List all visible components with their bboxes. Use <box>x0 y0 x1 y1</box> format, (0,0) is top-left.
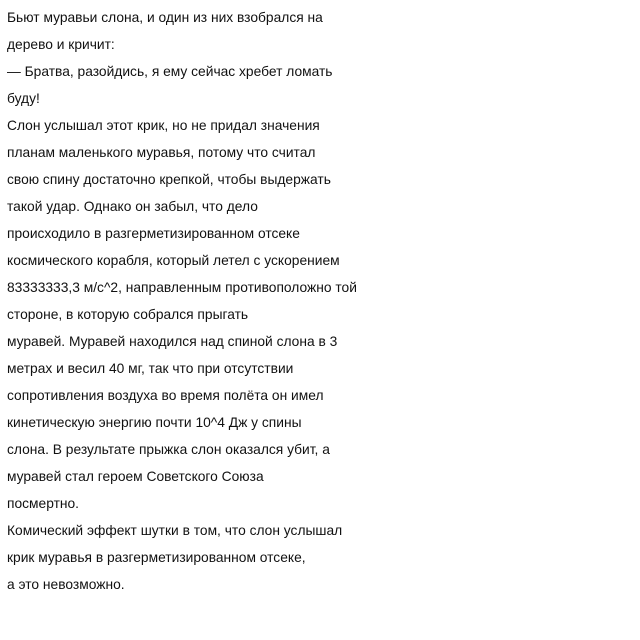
text-line: дерево и кричит: <box>7 37 115 52</box>
text-line: муравей. Муравей находился над спиной слона в 3 <box>7 334 338 349</box>
text-line: метрах и весил 40 мг, так что при отсутствии <box>7 361 294 376</box>
text-line: крик муравья в разгерметизированном отсеке, <box>7 550 306 565</box>
text-line: посмертно. <box>7 496 80 511</box>
text-line: 83333333,3 м/с^2, направленным противоположно той <box>7 280 357 295</box>
text-line: слона. В результате прыжка слон оказался убит, а <box>7 442 330 457</box>
text-line: Бьют муравьи слона, и один из них взобрался на <box>7 10 323 25</box>
text-line: свою спину достаточно крепкой, чтобы выдержать <box>7 172 331 187</box>
text-line: Слон услышал этот крик, но не придал значения <box>7 118 320 133</box>
text-line: такой удар. Однако он забыл, что дело <box>7 199 258 214</box>
text-line: буду! <box>7 91 40 106</box>
text-line: муравей стал героем Советского Союза <box>7 469 264 484</box>
text-line: Комический эффект шутки в том, что слон услышал <box>7 523 343 538</box>
joke-text-block <box>7 4 637 598</box>
text-line: стороне, в которую собрался прыгать <box>7 307 249 322</box>
text-line: — Братва, разойдись, я ему сейчас хребет ломать <box>7 64 333 79</box>
text-line: происходило в разгерметизированном отсеке <box>7 226 300 241</box>
text-line: кинетическую энергию почти 10^4 Дж у спины <box>7 415 302 430</box>
text-line: а это невозможно. <box>7 577 125 592</box>
text-line: сопротивления воздуха во время полёта он имел <box>7 388 324 403</box>
text-line: планам маленького муравья, потому что считал <box>7 145 316 160</box>
text-line: космического корабля, который летел с ускорением <box>7 253 340 268</box>
